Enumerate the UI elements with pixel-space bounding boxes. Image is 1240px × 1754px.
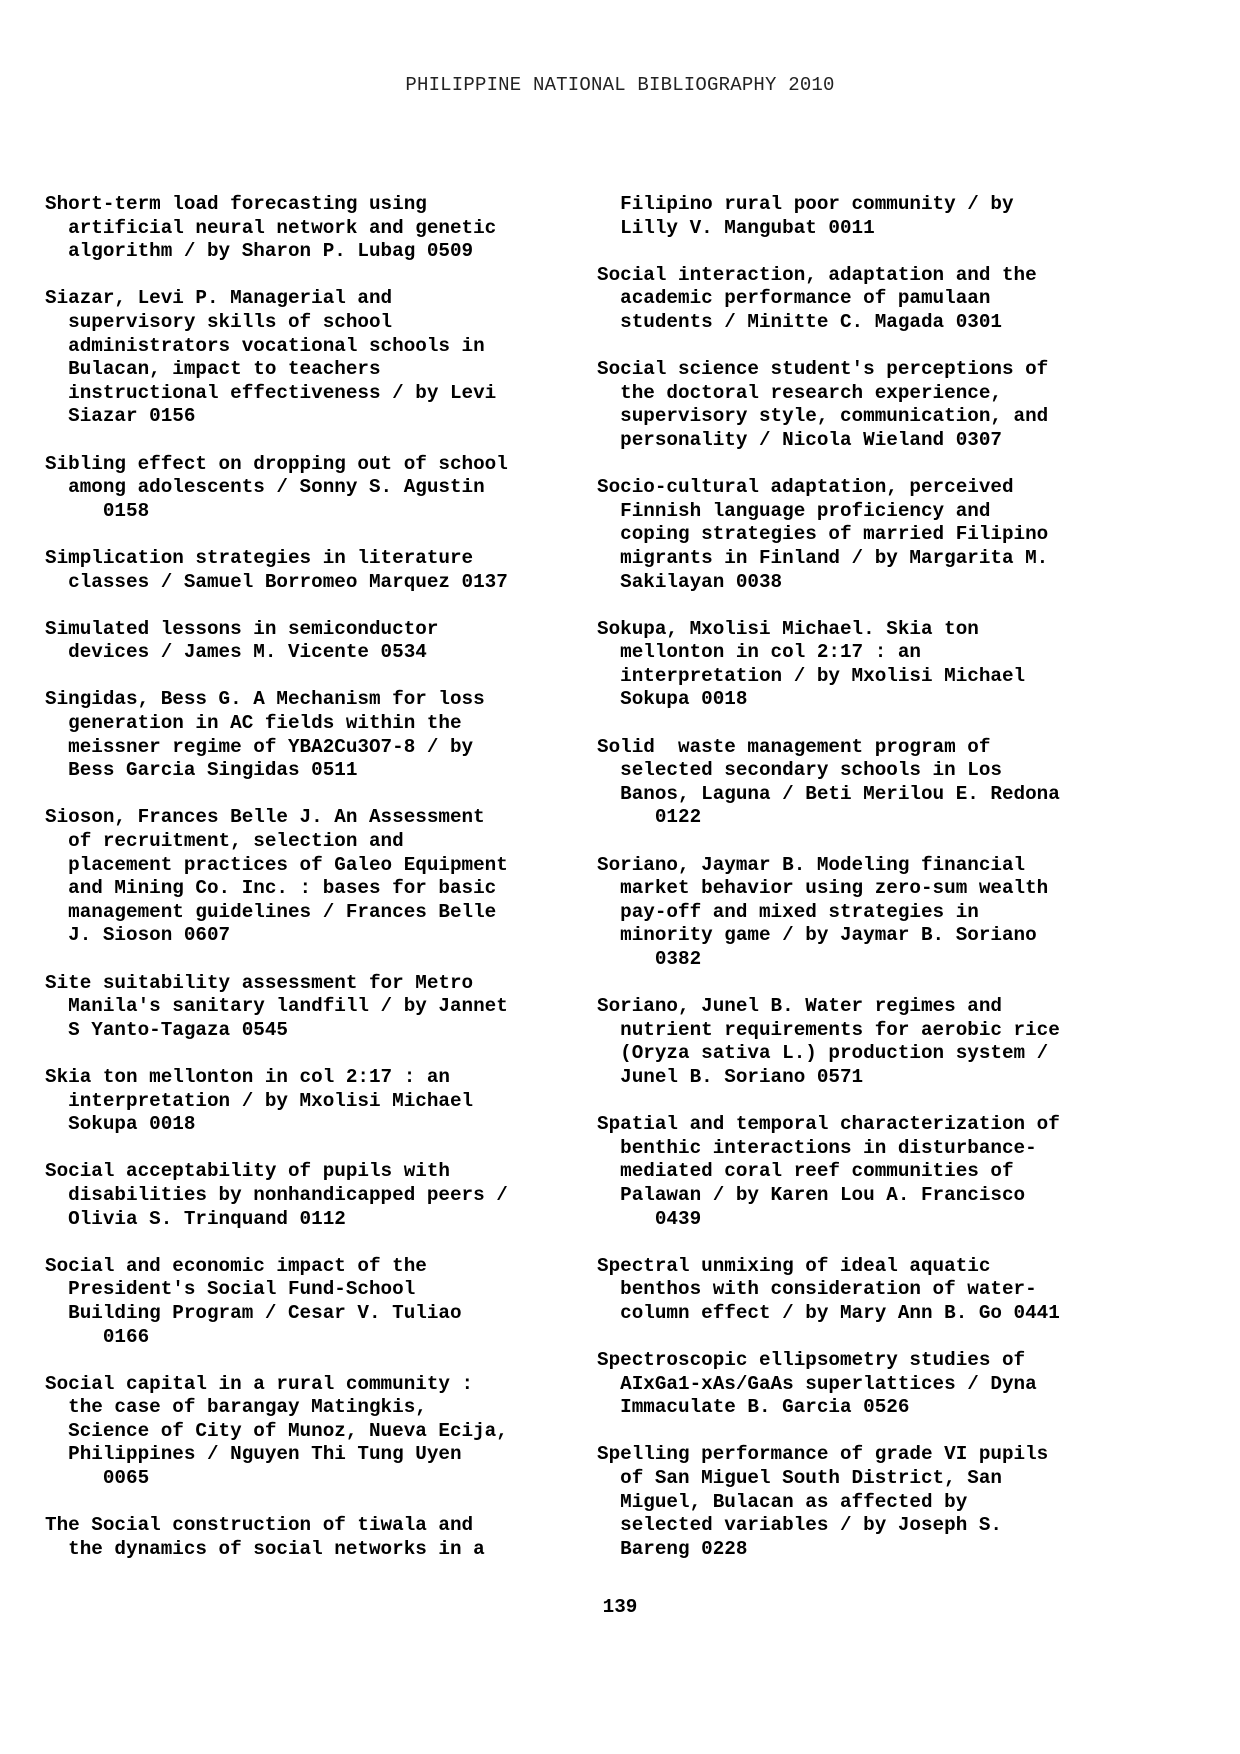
bibliography-entry: Social and economic impact of the President's Social Fund-School Building Program / Cesar V. Tuliao 0166 (45, 1254, 462, 1348)
right-column (597, 193, 1157, 1585)
bibliography-entry: Social capital in a rural community : the case of barangay Matingkis, Science of City of Munoz, Nueva Ecija, Philippines / Nguyen Thi Tung Uyen 0065 (45, 1372, 508, 1490)
bibliography-entry: Spectral unmixing of ideal aquatic benthos with consideration of water- column effect / by Mary Ann B. Go 0441 (597, 1254, 1060, 1324)
bibliography-entry: Sioson, Frances Belle J. An Assessment of recruitment, selection and placement practices of Galeo Equipment and Mining Co. Inc. : bases for basic management guidelines / Frances Belle J. Sioson 0607 (45, 806, 508, 947)
bibliography-entry: Spelling performance of grade VI pupils of San Miguel South District, San Miguel, Bulacan as affected by selected variables / by Joseph S. Bareng 0228 (597, 1443, 1049, 1560)
bibliography-entry: Sibling effect on dropping out of school among adolescents / Sonny S. Agustin 0158 (45, 452, 508, 522)
bibliography-entry: Social acceptability of pupils with disabilities by nonhandicapped peers / Olivia S. Trinquand 0112 (45, 1160, 508, 1230)
bibliography-entry: Soriano, Jaymar B. Modeling financial market behavior using zero-sum wealth pay-off and mixed strategies in minority game / by Jaymar B. Soriano 0382 (597, 853, 1049, 970)
bibliography-entry: Singidas, Bess G. A Mechanism for loss generation in AC fields within the meissner regime of YBA2Cu3O7-8 / by Bess Garcia Singidas 0511 (45, 688, 485, 782)
running-title: PHILIPPINE NATIONAL BIBLIOGRAPHY 2010 (405, 74, 835, 96)
bibliography-entry: Short-term load forecasting using artificial neural network and genetic algorithm / by Sharon P. Lubag 0509 (45, 193, 497, 263)
bibliography-entry: Simplication strategies in literature classes / Samuel Borromeo Marquez 0137 (45, 546, 508, 593)
bibliography-entry: Spectroscopic ellipsometry studies of AIxGa1-xAs/GaAs superlattices / Dyna Immaculate B. Garcia 0526 (597, 1349, 1037, 1419)
bibliography-entry: Social science student's perceptions of the doctoral research experience, supervisory style, communication, and personality / Nicola Wieland 0307 (597, 358, 1049, 451)
page-number: 139 (602, 1596, 638, 1618)
bibliography-entry: Siazar, Levi P. Managerial and supervisory skills of school administrators vocational schools in Bulacan, impact to teachers instructional effectiveness / by Levi Siazar 0156 (45, 287, 497, 428)
bibliography-entry: Skia ton mellonton in col 2:17 : an interpretation / by Mxolisi Michael Sokupa 0018 (45, 1065, 474, 1136)
bibliography-entry: Sokupa, Mxolisi Michael. Skia ton mellonton in col 2:17 : an interpretation / by Mxolisi Michael Sokupa 0018 (597, 617, 1026, 711)
bibliography-entry: Simulated lessons in semiconductor devices / James M. Vicente 0534 (45, 617, 439, 664)
bibliography-entry: Spatial and temporal characterization of benthic interactions in disturbance- mediated coral reef communities of Palawan / by Karen Lou A. Francisco 0439 (597, 1113, 1060, 1230)
bibliography-entry: Solid waste management program of selected secondary schools in Los Banos, Laguna / Beti Merilou E. Redona 0122 (597, 735, 1060, 829)
bibliography-entry: Social interaction, adaptation and the academic performance of pamulaan students / Minitte C. Magada 0301 (597, 263, 1037, 333)
bibliography-entry: The Social construction of tiwala and the dynamics of social networks in a (45, 1514, 485, 1560)
bibliography-entry: Soriano, Junel B. Water regimes and nutrient requirements for aerobic rice (Oryza sativa L.) production system / Junel B. Soriano 0571 (597, 995, 1060, 1088)
bibliography-entry: Socio-cultural adaptation, perceived Finnish language proficiency and coping strategies of married Filipino migrants in Finland / by Margarita M. Sakilayan 0038 (597, 476, 1049, 593)
bibliography-entry-continued: Filipino rural poor community / by Lilly V. Mangubat 0011 (620, 193, 1014, 239)
bibliography-entry: Site suitability assessment for Metro Manila's sanitary landfill / by Jannet S Yanto-Tagaza 0545 (45, 971, 508, 1041)
left-column (45, 193, 605, 1585)
